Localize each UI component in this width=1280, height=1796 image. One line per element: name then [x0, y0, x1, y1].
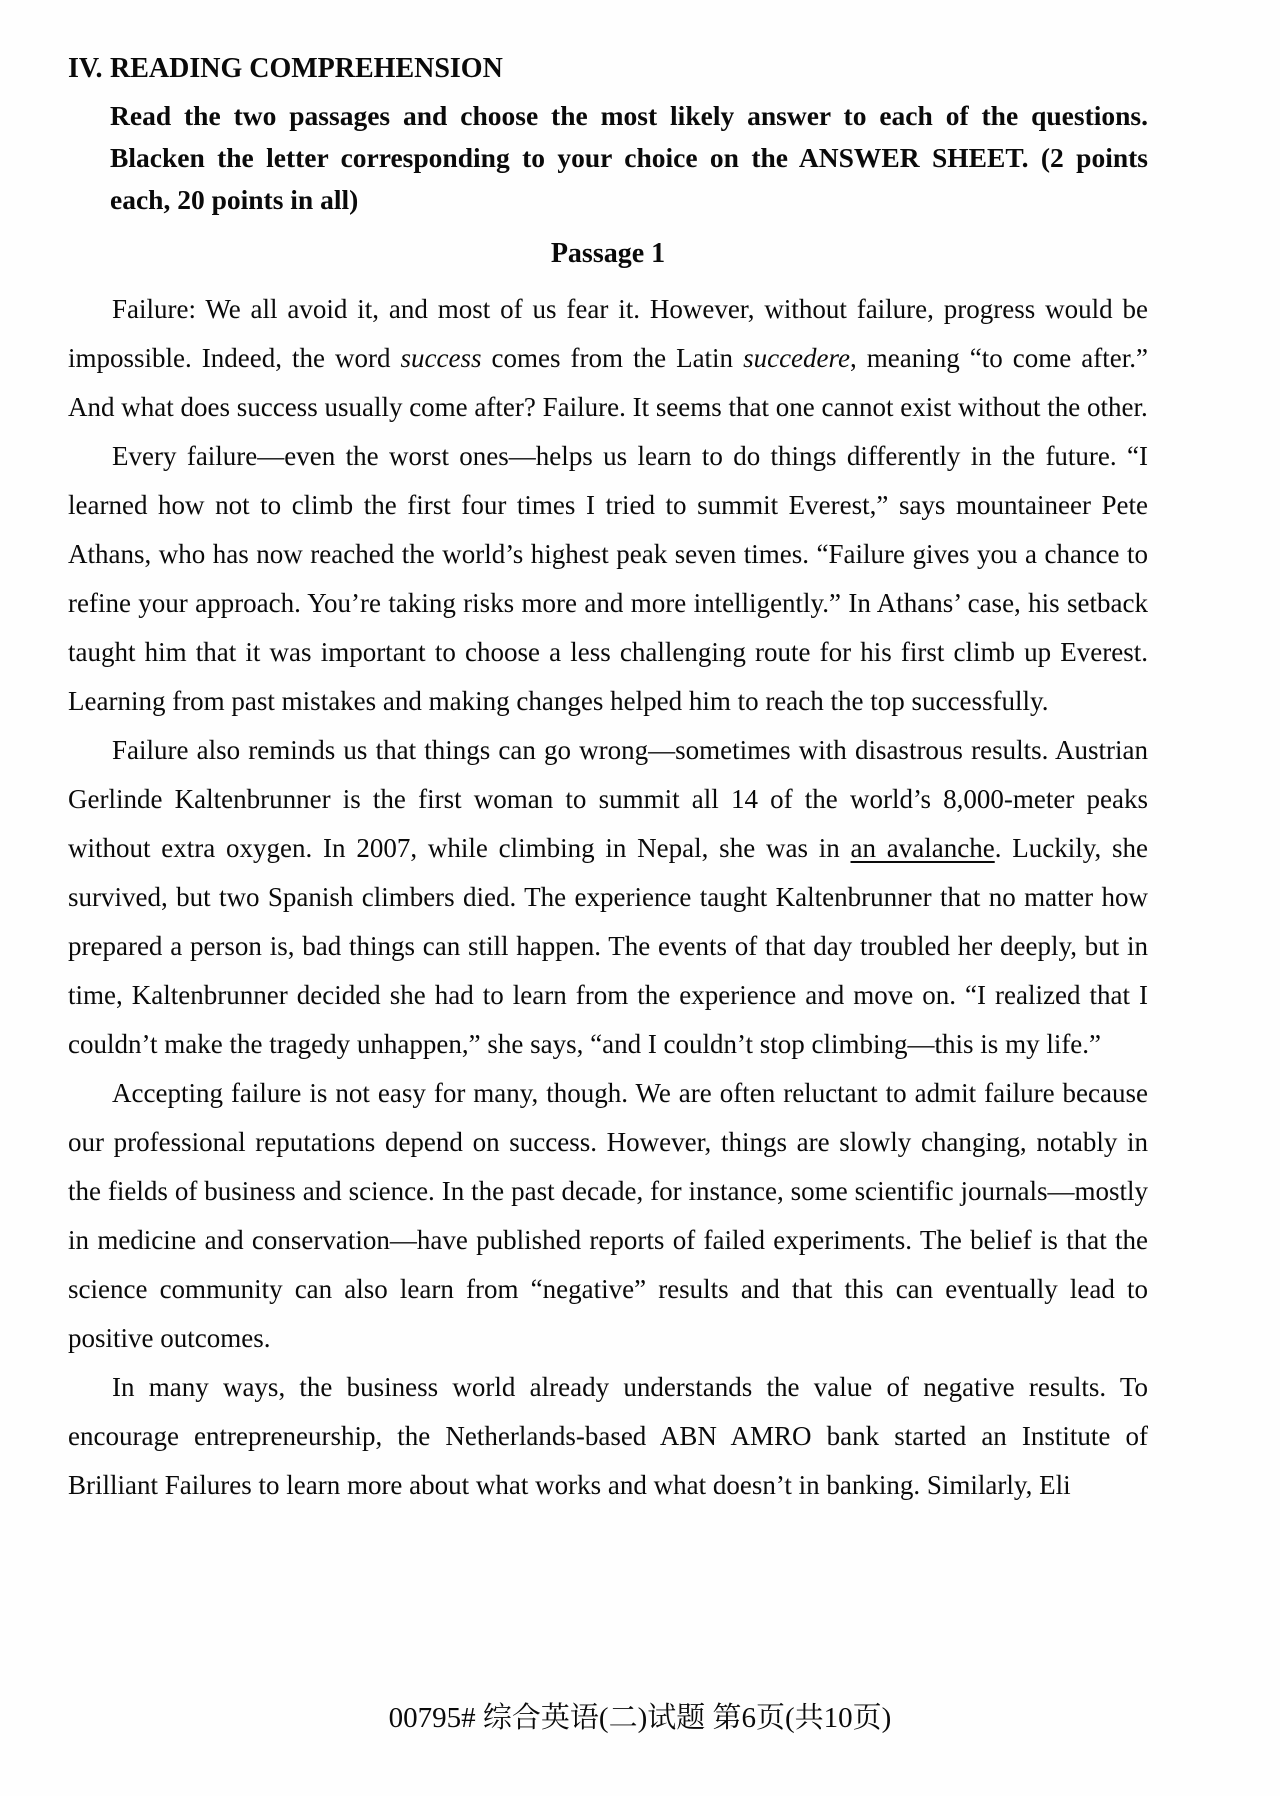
- passage-paragraph: [68, 726, 1148, 1069]
- passage-paragraph: [68, 1069, 1148, 1363]
- text-run: , meaning “to come after.” And what does success usually come after? Failure. It seems that one cannot exist without the other.: [68, 343, 1148, 422]
- text-run: Every failure—even the worst ones—helps us learn to do things differently in the future. “I learned how not to climb the first four times I tried to summit Everest,” says mountaineer Pete Athans, who has now reached the world’s highest peak seven times. “Failure gives you a chance to refine your approach. You’re taking risks more and more intelligently.” In Athans’ case, his setback taught him that it was important to choose a less challenging route for his first climb up Everest. Learning from past mistakes and making changes helped him to reach the top successfully.: [68, 441, 1148, 716]
- text-run: Failure: We all avoid it, and most of us fear it. However, without failure, progress would be impossible. Indeed, the word: [68, 294, 1148, 373]
- section-title: READING COMPREHENSION: [110, 53, 503, 84]
- passage-title: Passage 1: [550, 238, 666, 269]
- passage-body: [68, 285, 1148, 1510]
- page-footer: 00795# 综合英语(二)试题 第6页(共10页): [388, 1702, 892, 1734]
- section-instructions: Read the two passages and choose the most likely answer to each of the questions. Blacken the letter corresponding to your choice on the ANSWER SHEET. (2 points each, 20 points in all): [110, 100, 1148, 215]
- text-run: Accepting failure is not easy for many, though. We are often reluctant to admit failure because our professional reputations depend on success. However, things are slowly changing, notably in the fields of business and science. In the past decade, for instance, some scientific journals—mostly in medicine and conservation—have published reports of failed experiments. The belief is that the science community can also learn from “negative” results and that this can eventually lead to positive outcomes.: [68, 1078, 1148, 1353]
- text-run: succedere: [743, 343, 851, 373]
- text-run: success: [400, 343, 482, 373]
- passage-paragraph: [68, 1363, 1148, 1510]
- text-run: . Luckily, she survived, but two Spanish climbers died. The experience taught Kaltenbrunner that no matter how prepared a person is, bad things can still happen. The events of that day troubled her deeply, but in time, Kaltenbrunner decided she had to learn from the experience and move on. “I realized that I couldn’t make the tragedy unhappen,” she says, “and I couldn’t stop climbing—this is my life.”: [68, 833, 1149, 1059]
- passage-paragraph: [68, 432, 1148, 726]
- page-content: [68, 52, 1148, 1510]
- text-run: Failure also reminds us that things can go wrong—sometimes with disastrous results. Austrian Gerlinde Kaltenbrunner is the first woman to summit all 14 of the world’s 8,000-meter peaks without extra oxygen. In 2007, while climbing in Nepal, she was in: [68, 735, 1148, 863]
- text-run: In many ways, the business world already understands the value of negative results. To encourage entrepreneurship, the Netherlands-based ABN AMRO bank started an Institute of Brilliant Failures to learn more about what works and what doesn’t in banking. Similarly, Eli: [68, 1372, 1148, 1500]
- text-run: an avalanche: [850, 833, 995, 863]
- section-number: IV.: [68, 53, 103, 84]
- passage-paragraph: [68, 285, 1148, 432]
- text-run: comes from the Latin: [481, 343, 744, 373]
- section-header: [68, 52, 1148, 86]
